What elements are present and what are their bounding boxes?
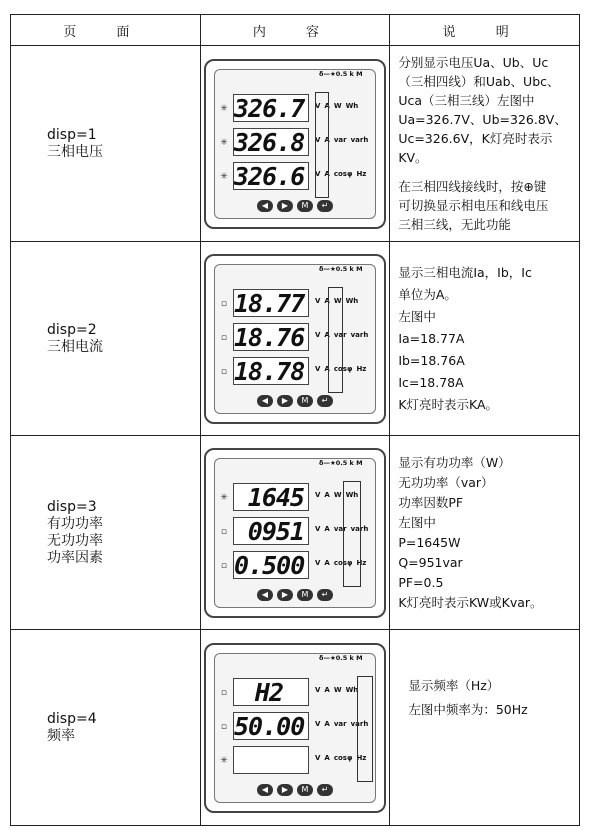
unit-labels: V A var varh xyxy=(314,719,369,728)
meter-row xyxy=(219,357,375,387)
header-page: 页 面 xyxy=(11,15,201,46)
unit-labels: V A W Wh xyxy=(314,685,359,694)
meter-row xyxy=(219,712,375,742)
meter-panel xyxy=(204,59,386,229)
meter-cell xyxy=(200,630,390,826)
desc-cell: 分别显示电压Ua、Ub、Uc （三相四线）和Uab、Ubc、 Uca（三相三线）左图中 Ua=326.7V、Ub=326.8V、 Uc=326.6V，K灯亮时表示KV。 在三相四线接线时，按⊕键 可切换显示相电压和线电压 三相三线，无此功能 xyxy=(390,46,580,242)
unit-labels: V A cosφ Hz xyxy=(314,364,367,373)
meter-row xyxy=(219,746,375,776)
page-cell xyxy=(11,630,201,826)
meter-cell xyxy=(200,436,390,630)
table-row xyxy=(11,436,580,630)
meter-buttons xyxy=(251,200,339,214)
lcd-value: 326.6 xyxy=(233,162,309,190)
lcd-value: 50.00 xyxy=(233,712,309,740)
left-button[interactable]: ◀ xyxy=(257,395,273,407)
dot-indicator-icon: ✳ xyxy=(220,103,228,114)
dot-indicator-icon: ▫ xyxy=(220,526,228,537)
dot-indicator-icon: ▫ xyxy=(220,687,228,698)
menu-button[interactable]: M xyxy=(297,589,313,601)
dot-indicator-icon: ▫ xyxy=(220,366,228,377)
meter-panel xyxy=(204,448,386,618)
menu-button[interactable]: M xyxy=(297,784,313,796)
unit-labels: V A var varh xyxy=(314,524,369,533)
enter-button[interactable]: ↵ xyxy=(317,200,333,212)
desc-cell: 显示三相电流Ia，Ib，Ic 单位为A。 左图中 Ia=18.77A Ib=18.76A Ic=18.78A K灯亮时表示KA。 xyxy=(390,242,580,436)
meter-buttons xyxy=(251,784,339,798)
page-name: 三相电压 xyxy=(47,143,103,160)
right-button[interactable]: ▶ xyxy=(277,200,293,212)
dot-indicator-icon: ▫ xyxy=(220,560,228,571)
lcd-value: 18.76 xyxy=(233,323,309,351)
description-table xyxy=(10,14,580,826)
dot-indicator-icon: ▫ xyxy=(220,332,228,343)
dot-indicator-icon: ✳ xyxy=(220,492,228,503)
enter-button[interactable]: ↵ xyxy=(317,784,333,796)
selection-box xyxy=(328,287,343,393)
lcd-value: H2 xyxy=(233,678,309,706)
lcd-value: 0951 xyxy=(233,517,309,545)
right-button[interactable]: ▶ xyxy=(277,589,293,601)
unit-labels: V A W Wh xyxy=(314,101,359,110)
meter-panel xyxy=(204,643,386,813)
selection-box xyxy=(357,676,373,782)
page-name: 频率 xyxy=(47,727,75,744)
lcd-value: 326.7 xyxy=(233,94,309,122)
table-row xyxy=(11,630,580,826)
desc-cell: 显示频率（Hz） 左图中频率为：50Hz xyxy=(390,630,580,826)
meter-indicators: δ—★0.5 k M xyxy=(318,69,363,78)
right-button[interactable]: ▶ xyxy=(277,784,293,796)
dot-indicator-icon: ▫ xyxy=(220,721,228,732)
desc-cell: 显示有功功率（W） 无功功率（var） 功率因数PF 左图中 P=1645W Q=951var PF=0.5 K灯亮时表示KW或Kvar。 xyxy=(390,436,580,630)
left-button[interactable]: ◀ xyxy=(257,589,273,601)
meter-cell xyxy=(200,46,390,242)
unit-labels: V A cosφ Hz xyxy=(314,558,367,567)
page-cell xyxy=(11,242,201,436)
meter-row xyxy=(219,128,375,158)
meter-indicators: δ—★0.5 k M xyxy=(318,458,363,467)
meter-row xyxy=(219,678,375,708)
meter-row xyxy=(219,323,375,353)
selection-box xyxy=(343,481,361,587)
enter-button[interactable]: ↵ xyxy=(317,395,333,407)
meter-indicators: δ—★0.5 k M xyxy=(318,653,363,662)
meter-row xyxy=(219,289,375,319)
unit-labels: V A W Wh xyxy=(314,490,359,499)
page-cell xyxy=(11,46,201,242)
header-desc: 说 明 xyxy=(390,15,580,46)
lcd-value: 18.78 xyxy=(233,357,309,385)
menu-button[interactable]: M xyxy=(297,395,313,407)
right-button[interactable]: ▶ xyxy=(277,395,293,407)
page-code: disp=3 xyxy=(47,498,97,515)
meter-cell xyxy=(200,242,390,436)
lcd-value: 326.8 xyxy=(233,128,309,156)
meter-buttons xyxy=(251,589,339,603)
page-cell: disp=3 有功功率 无功功率 功率因素 xyxy=(11,436,201,630)
meter-buttons xyxy=(251,395,339,409)
unit-labels: V A var varh xyxy=(314,330,369,339)
lcd-value: 18.77 xyxy=(233,289,309,317)
menu-button[interactable]: M xyxy=(297,200,313,212)
dot-indicator-icon: ✳ xyxy=(220,755,228,766)
table-row xyxy=(11,242,580,436)
unit-labels: V A cosφ Hz xyxy=(314,753,367,762)
meter-panel xyxy=(204,254,386,424)
left-button[interactable]: ◀ xyxy=(257,784,273,796)
dot-indicator-icon: ✳ xyxy=(220,171,228,182)
unit-labels: V A var varh xyxy=(314,135,369,144)
meter-row xyxy=(219,94,375,124)
dot-indicator-icon: ✳ xyxy=(220,137,228,148)
page-code: disp=2 xyxy=(47,321,97,338)
table-row xyxy=(11,46,580,242)
page-code: disp=1 xyxy=(47,126,97,143)
meter-indicators: δ—★0.5 k M xyxy=(318,264,363,273)
lcd-value: 1645 xyxy=(233,483,309,511)
enter-button[interactable]: ↵ xyxy=(317,589,333,601)
selection-box xyxy=(315,92,329,198)
page-name: 三相电流 xyxy=(47,338,103,355)
unit-labels: V A cosφ Hz xyxy=(314,169,367,178)
page-code: disp=4 xyxy=(47,710,97,727)
lcd-value: 0.500 xyxy=(233,551,309,579)
lcd-value xyxy=(233,746,309,774)
left-button[interactable]: ◀ xyxy=(257,200,273,212)
header-content: 内 容 xyxy=(200,15,390,46)
meter-row xyxy=(219,162,375,192)
unit-labels: V A W Wh xyxy=(314,296,359,305)
dot-indicator-icon: ▫ xyxy=(220,298,228,309)
